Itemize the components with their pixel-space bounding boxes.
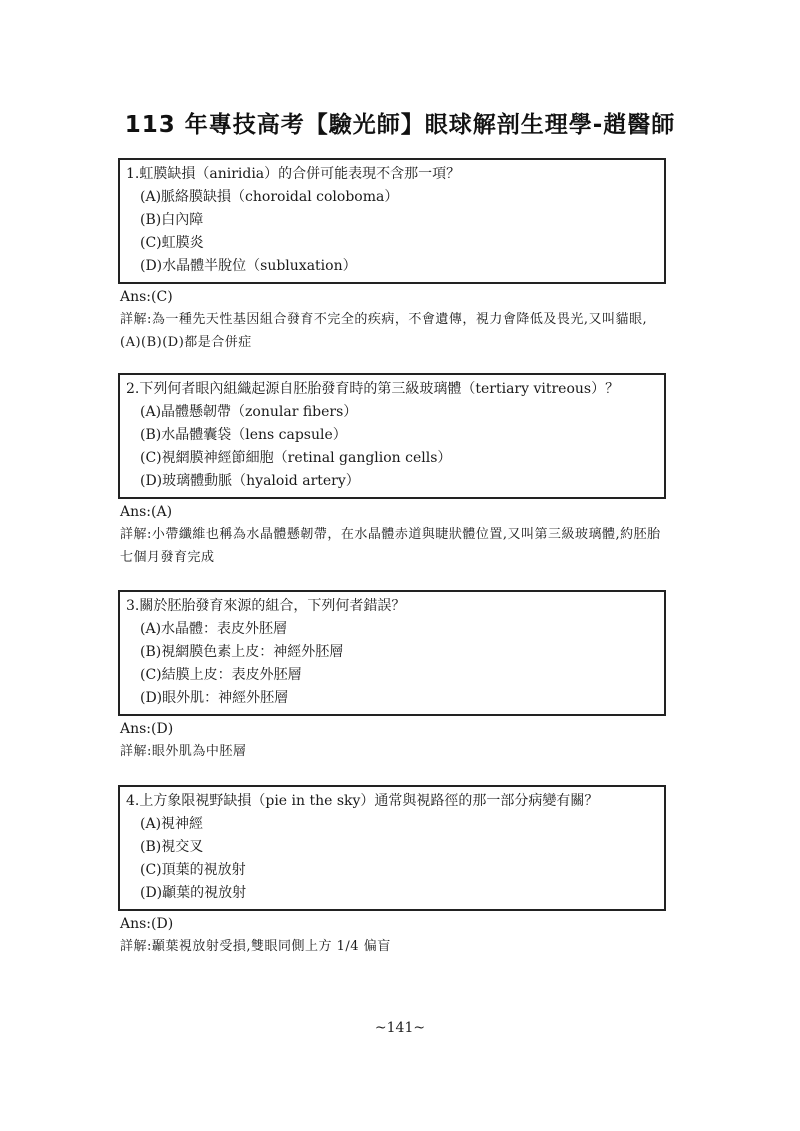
question-stem: 3.關於胚胎發育來源的組合，下列何者錯誤？ bbox=[126, 598, 406, 614]
option-c: (C)視網膜神經節細胞（retinal ganglion cells） bbox=[140, 450, 452, 466]
option-a: (A)晶體懸韌帶（zonular fibers） bbox=[140, 404, 358, 420]
option-d: (D)水晶體半脫位（subluxation） bbox=[140, 258, 357, 274]
option-b: (B)視網膜色素上皮：神經外胚層 bbox=[140, 644, 344, 660]
question-box bbox=[118, 785, 666, 911]
question-1 bbox=[118, 158, 666, 354]
question-box bbox=[118, 373, 666, 499]
option-c: (C)結膜上皮：表皮外胚層 bbox=[140, 667, 302, 683]
option-b: (B)白內障 bbox=[140, 212, 204, 228]
option-a: (A)水晶體：表皮外胚層 bbox=[140, 621, 288, 637]
answer: Ans:(A) bbox=[120, 504, 173, 520]
question-box bbox=[118, 158, 666, 284]
option-d: (D)顳葉的視放射 bbox=[140, 885, 247, 901]
explanation: 詳解:為一種先天性基因組合發育不完全的疾病，不會遺傳，視力會降低及畏光,又叫貓眼,(A)(B)(D)都是合併症 bbox=[120, 312, 648, 350]
option-a: (A)視神經 bbox=[140, 816, 204, 832]
option-c: (C)頂葉的視放射 bbox=[140, 862, 246, 878]
question-4 bbox=[118, 785, 666, 958]
explanation: 詳解:小帶纖維也稱為水晶體懸韌帶，在水晶體赤道與睫狀體位置,又叫第三級玻璃體,約胚胎七個月發育完成 bbox=[120, 527, 661, 565]
option-a: (A)脈絡膜缺損（choroidal coloboma） bbox=[140, 189, 399, 205]
explanation: 詳解:顳葉視放射受損,雙眼同側上方 1/4 偏盲 bbox=[120, 939, 391, 954]
option-d: (D)眼外肌：神經外胚層 bbox=[140, 690, 289, 706]
page-title: 113 年專技高考【驗光師】眼球解剖生理學-趙醫師 bbox=[124, 112, 676, 138]
explanation: 詳解:眼外肌為中胚層 bbox=[120, 744, 247, 759]
answer: Ans:(D) bbox=[120, 721, 174, 737]
option-b: (B)視交叉 bbox=[140, 839, 204, 855]
question-2 bbox=[118, 373, 666, 569]
question-box bbox=[118, 590, 666, 716]
question-3 bbox=[118, 590, 666, 763]
page-number: ~141~ bbox=[374, 1020, 426, 1036]
question-stem: 2.下列何者眼內組織起源自胚胎發育時的第三級玻璃體（tertiary vitreous）？ bbox=[126, 381, 620, 397]
answer: Ans:(C) bbox=[120, 289, 173, 305]
question-stem: 4.上方象限視野缺損（pie in the sky）通常與視路徑的那一部分病變有關？ bbox=[126, 793, 599, 809]
option-d: (D)玻璃體動脈（hyaloid artery） bbox=[140, 473, 360, 489]
option-b: (B)水晶體囊袋（lens capsule） bbox=[140, 427, 347, 443]
answer: Ans:(D) bbox=[120, 916, 174, 932]
question-stem: 1.虹膜缺損（aniridia）的合併可能表現不含那一項？ bbox=[126, 166, 461, 182]
option-c: (C)虹膜炎 bbox=[140, 235, 204, 251]
